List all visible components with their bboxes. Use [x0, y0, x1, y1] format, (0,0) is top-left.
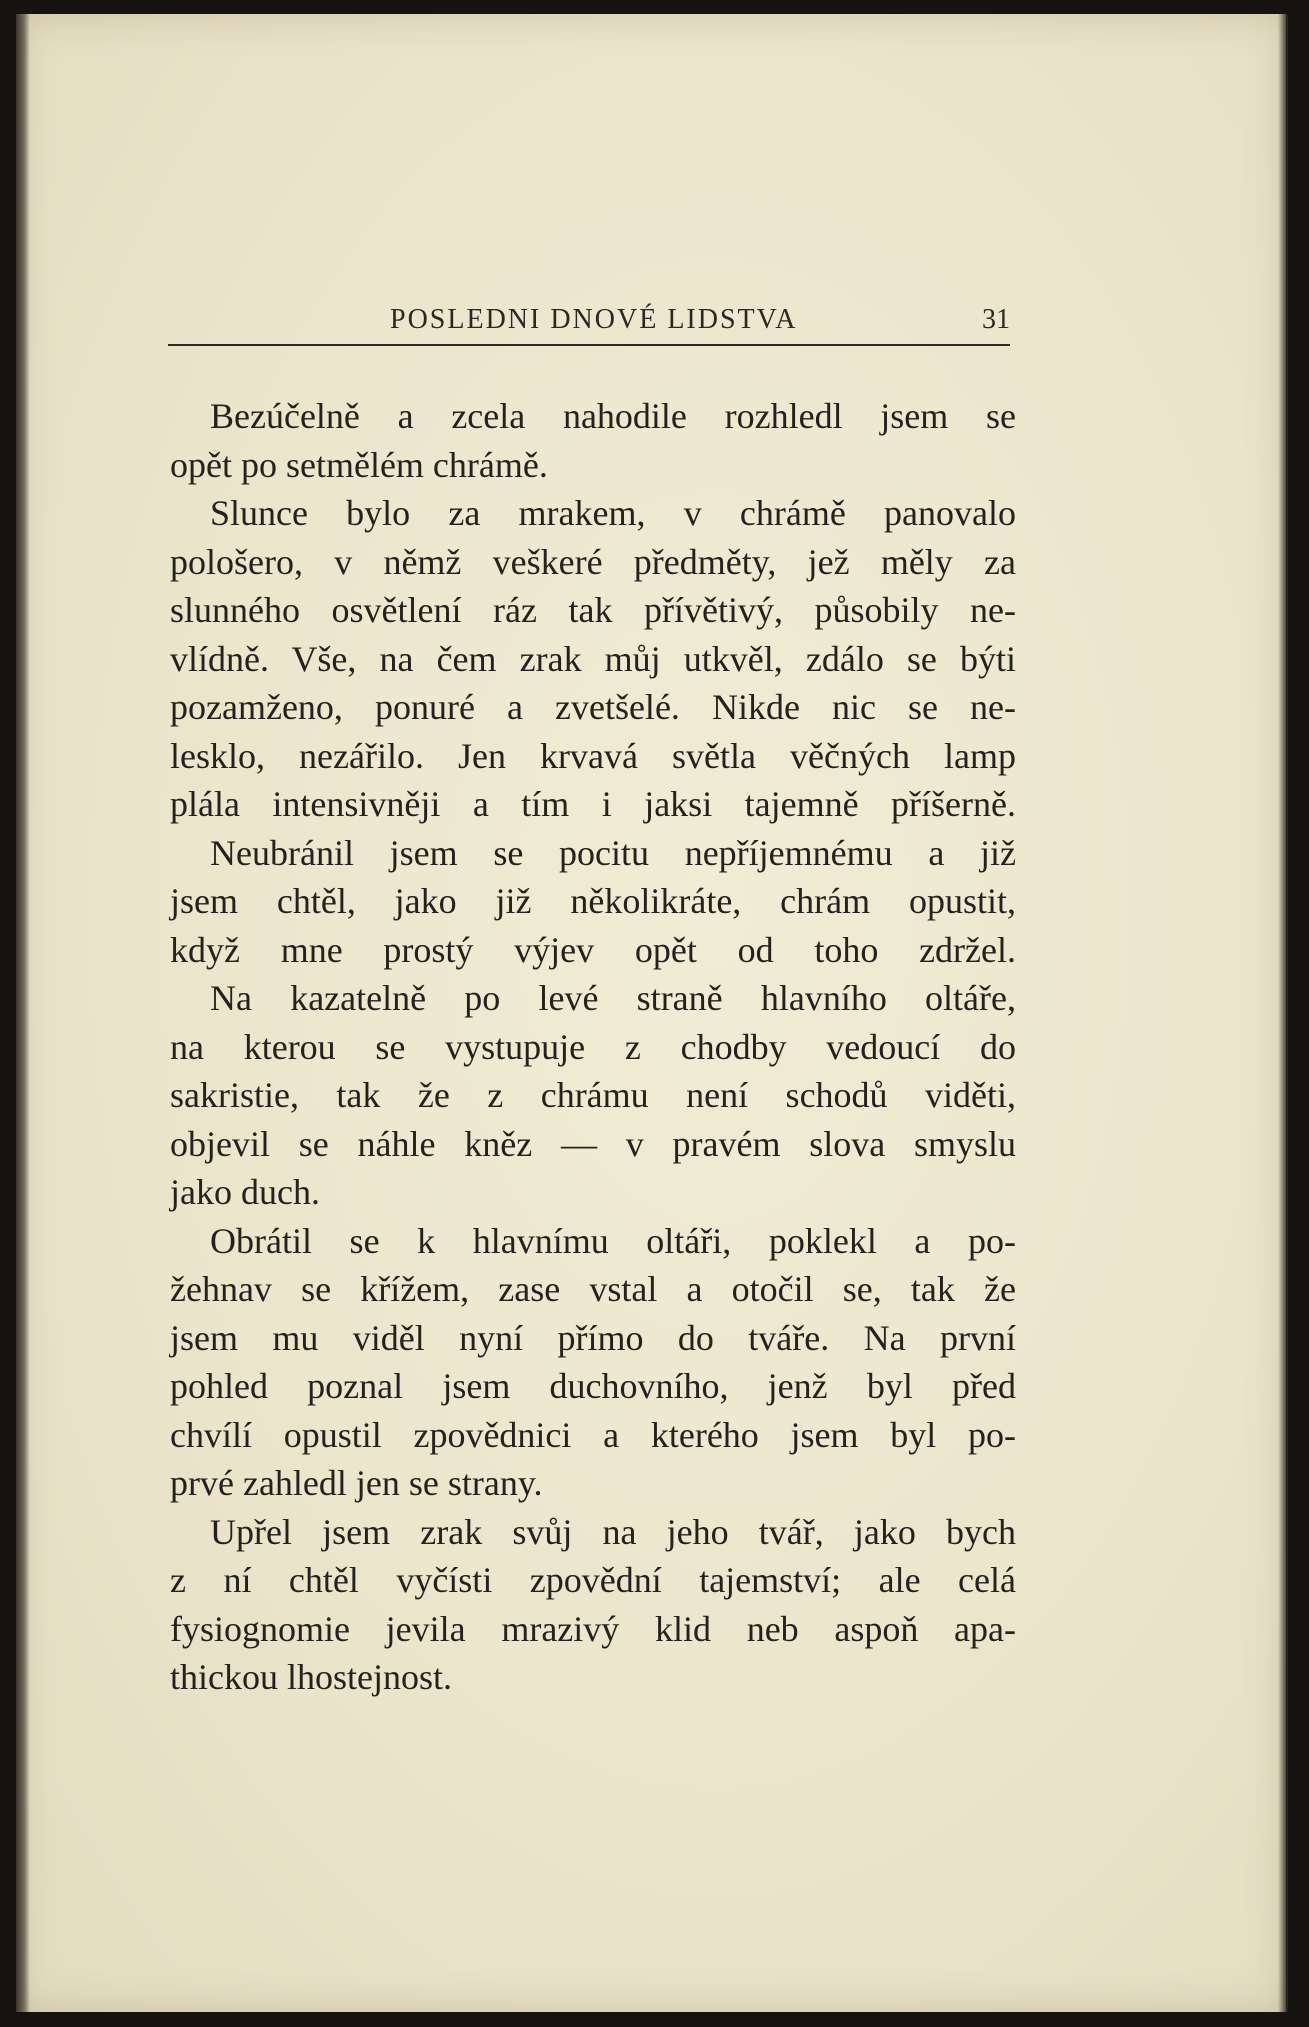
text-line: jako duch. — [170, 1172, 320, 1212]
text-line: jsem mu viděl nyní přímo do tváře. Na první — [170, 1317, 1016, 1358]
text-line: slunného osvětlení ráz tak přívětivý, působily ne- — [170, 590, 1016, 630]
text-line: Slunce bylo za mrakem, v chrámě panovalo — [210, 493, 1016, 533]
text-line: vlídně. Vše, na čem zrak můj utkvěl, zdálo se býti — [170, 638, 1016, 679]
text-line: Bezúčelně a zcela nahodile rozhledl jsem se — [210, 396, 1016, 436]
text-line: jsem chtěl, jako již několikráte, chrám opustit, — [170, 881, 1016, 921]
page-spine-shadow — [16, 14, 30, 2012]
text-line: Upřel jsem zrak svůj na jeho tvář, jako bych — [210, 1511, 1016, 1552]
text-line: na kterou se vystupuje z chodby vedoucí do — [170, 1026, 1016, 1067]
text-line: plála intensivněji a tím i jaksi tajemně příšerně. — [170, 784, 1016, 824]
text-line: pološero, v němž veškeré předměty, jež měly za — [170, 541, 1016, 582]
text-line: Neubránil jsem se pocitu nepříjemnému a již — [210, 832, 1016, 873]
text-line: když mne prostý výjev opět od toho zdržel. — [170, 929, 1016, 970]
text-line: objevil se náhle kněz — v pravém slova smyslu — [170, 1123, 1016, 1164]
text-line: fysiognomie jevila mrazivý klid neb aspoň apa- — [170, 1608, 1016, 1649]
text-line: opět po setmělém chrámě. — [170, 444, 548, 485]
text-line: prvé zahledl jen se strany. — [170, 1463, 543, 1503]
text-line: pozamženo, ponuré a zvetšelé. Nikde nic se ne- — [170, 687, 1016, 727]
text-line: sakristie, tak že z chrámu není schodů viděti, — [170, 1075, 1016, 1115]
text-line: pohled poznal jsem duchovního, jenž byl před — [170, 1366, 1016, 1406]
text-line: z ní chtěl vyčísti zpovědní tajemství; ale celá — [170, 1560, 1016, 1600]
text-line: Na kazatelně po levé straně hlavního oltáře, — [210, 978, 1016, 1018]
text-line: thickou lhostejnost. — [170, 1657, 452, 1697]
running-title: POSLEDNI DNOVÉ LIDSTVA — [390, 304, 798, 335]
text-line: lesklo, nezářilo. Jen krvavá světla věčných lamp — [170, 735, 1016, 776]
text-line: Obrátil se k hlavnímu oltáři, poklekl a po- — [210, 1220, 1016, 1261]
page-number: 31 — [982, 304, 1010, 335]
page-header — [168, 300, 1010, 346]
text-line: žehnav se křížem, zase vstal a otočil se, tak že — [170, 1269, 1016, 1309]
body-text — [170, 392, 1016, 1702]
text-line: chvílí opustil zpovědnici a kterého jsem byl po- — [170, 1414, 1016, 1455]
page-edge-shadow — [1278, 14, 1288, 2012]
